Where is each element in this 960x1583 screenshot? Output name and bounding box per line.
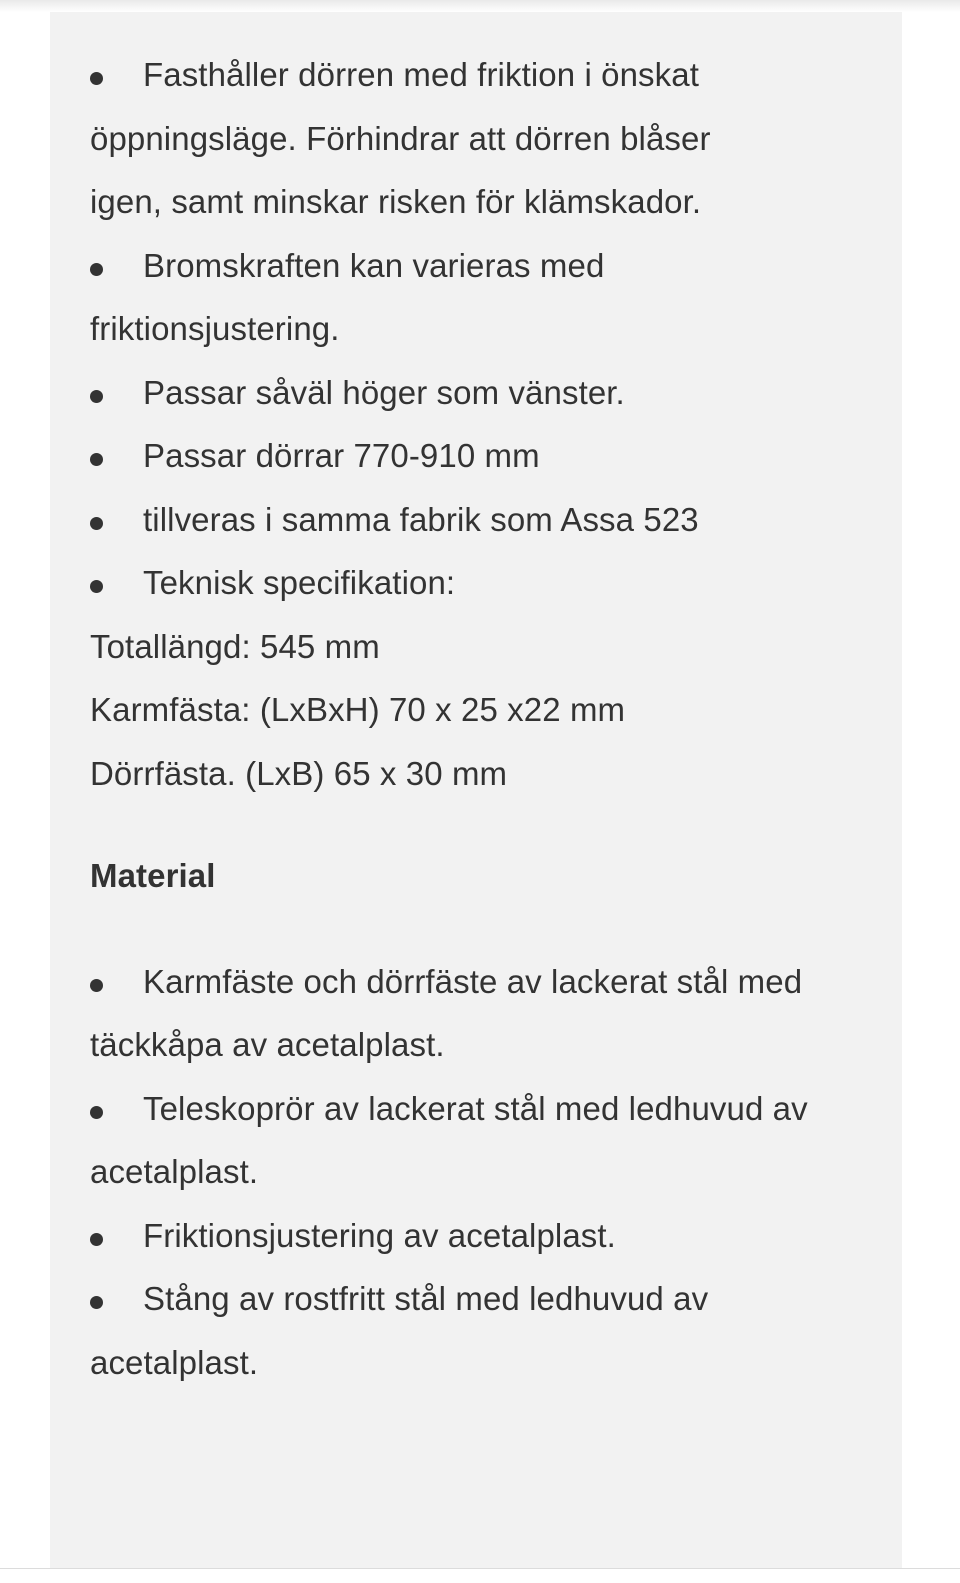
- material-text: Karmfäste och dörrfäste av lackerat stål med täckkåpa av acetalplast.: [90, 962, 803, 1063]
- spec-line: Totallängd: 545 mm: [90, 627, 380, 665]
- feature-item: [90, 424, 862, 488]
- feature-item: [90, 488, 862, 552]
- material-item: [90, 1077, 850, 1204]
- material-item: [90, 1267, 790, 1394]
- material-item: [90, 1204, 862, 1268]
- feature-item: [90, 43, 790, 234]
- feature-text: Teknisk specifikation:: [143, 564, 456, 601]
- bottom-divider: [0, 1568, 960, 1569]
- material-text: Friktionsjustering av acetalplast.: [143, 1216, 616, 1254]
- material-text: Stång av rostfritt stål med ledhuvud av acetalplast.: [90, 1280, 709, 1381]
- feature-item: [90, 551, 862, 615]
- material-text: Teleskoprör av lackerat stål med ledhuvud av acetalplast.: [90, 1089, 808, 1190]
- top-shadow: [0, 0, 960, 12]
- spec-line: Dörrfästa. (LxB) 65 x 30 mm: [90, 754, 508, 792]
- product-description-panel: [50, 12, 902, 1568]
- feature-item: [90, 234, 690, 361]
- feature-text: Passar såväl höger som vänster.: [143, 373, 625, 411]
- material-item: [90, 950, 810, 1077]
- feature-text: Passar dörrar 770-910 mm: [143, 437, 540, 474]
- description-content: [90, 43, 862, 1394]
- spec-line: Karmfästa: (LxBxH) 70 x 25 x22 mm: [90, 691, 626, 728]
- feature-item: [90, 361, 862, 425]
- feature-text: Fasthåller dörren med friktion i önskat öppningsläge. Förhindrar att dörren blåser igen, samt minskar risken för klämskador.: [90, 56, 711, 220]
- material-heading: Material: [90, 857, 216, 894]
- feature-text: Bromskraften kan varieras med friktionsjustering.: [90, 246, 605, 347]
- feature-text: tillveras i samma fabrik som Assa 523: [143, 500, 699, 538]
